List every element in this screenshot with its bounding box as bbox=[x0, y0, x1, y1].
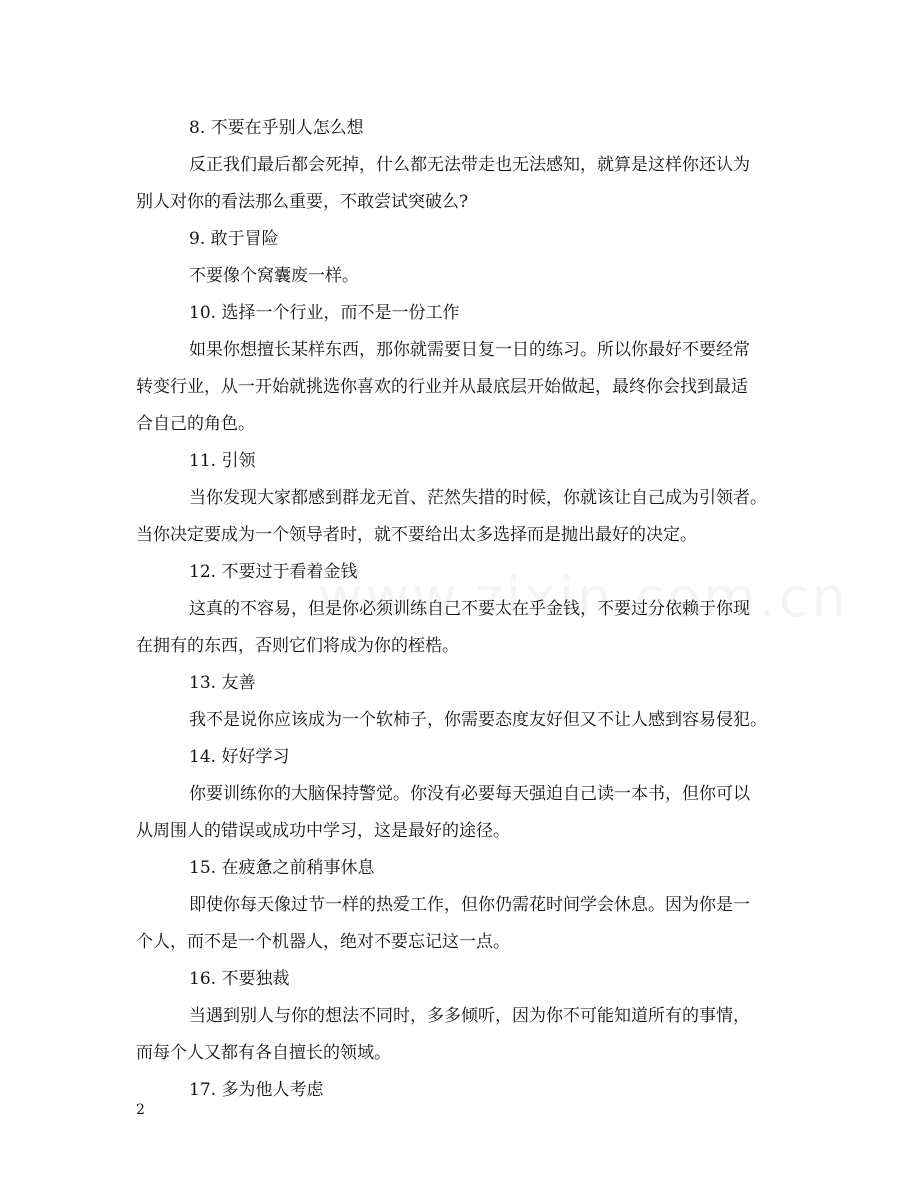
paragraph-line: 合自己的角色。 bbox=[136, 414, 255, 434]
section-heading: 12. 不要过于看着金钱 bbox=[189, 562, 358, 582]
paragraph-line: 即使你每天像过节一样的热爱工作，但你仍需花时间学会休息。因为你是一 bbox=[189, 895, 750, 915]
section-heading: 8. 不要在乎别人怎么想 bbox=[189, 118, 364, 138]
paragraph-line: 当你发现大家都感到群龙无首、茫然失措的时候，你就该让自己成为引领者。 bbox=[189, 488, 767, 508]
paragraph-line: 你要训练你的大脑保持警觉。你没有必要每天强迫自己读一本书，但你可以 bbox=[189, 784, 750, 804]
paragraph-line: 而每个人又都有各自擅长的领域。 bbox=[136, 1043, 391, 1063]
paragraph-line: 别人对你的看法那么重要，不敢尝试突破么? bbox=[136, 192, 469, 212]
section-heading: 10. 选择一个行业，而不是一份工作 bbox=[189, 303, 460, 323]
paragraph-line: 反正我们最后都会死掉，什么都无法带走也无法感知，就算是这样你还认为 bbox=[189, 155, 750, 175]
paragraph-line: 这真的不容易，但是你必须训练自己不要太在乎金钱，不要过分依赖于你现 bbox=[189, 599, 750, 619]
paragraph-line: 个人，而不是一个机器人，绝对不要忘记这一点。 bbox=[136, 932, 510, 952]
paragraph-line: 转变行业，从一开始就挑选你喜欢的行业并从最底层开始做起，最终你会找到最适 bbox=[136, 377, 748, 397]
section-heading: 11. 引领 bbox=[189, 451, 256, 471]
section-heading: 9. 敢于冒险 bbox=[189, 229, 279, 249]
paragraph-line: 在拥有的东西，否则它们将成为你的桎梏。 bbox=[136, 636, 459, 656]
paragraph-line: 如果你想擅长某样东西，那你就需要日复一日的练习。所以你最好不要经常 bbox=[189, 340, 750, 360]
paragraph-line: 不要像个窝囊废一样。 bbox=[189, 266, 359, 286]
paragraph-line: 我不是说你应该成为一个软柿子，你需要态度友好但又不让人感到容易侵犯。 bbox=[189, 710, 767, 730]
paragraph-line: 从周围人的错误或成功中学习，这是最好的途径。 bbox=[136, 821, 510, 841]
paragraph-line: 当你决定要成为一个领导者时，就不要给出太多选择而是抛出最好的决定。 bbox=[136, 525, 697, 545]
paragraph-line: 当遇到别人与你的想法不同时，多多倾听，因为你不可能知道所有的事情， bbox=[189, 1006, 750, 1026]
page-number: 2 bbox=[136, 1102, 145, 1118]
section-heading: 17. 多为他人考虑 bbox=[189, 1080, 324, 1100]
section-heading: 13. 友善 bbox=[189, 673, 256, 693]
section-heading: 14. 好好学习 bbox=[189, 747, 290, 767]
section-heading: 16. 不要独裁 bbox=[189, 969, 290, 989]
section-heading: 15. 在疲惫之前稍事休息 bbox=[189, 858, 375, 878]
document-body bbox=[136, 110, 786, 1109]
